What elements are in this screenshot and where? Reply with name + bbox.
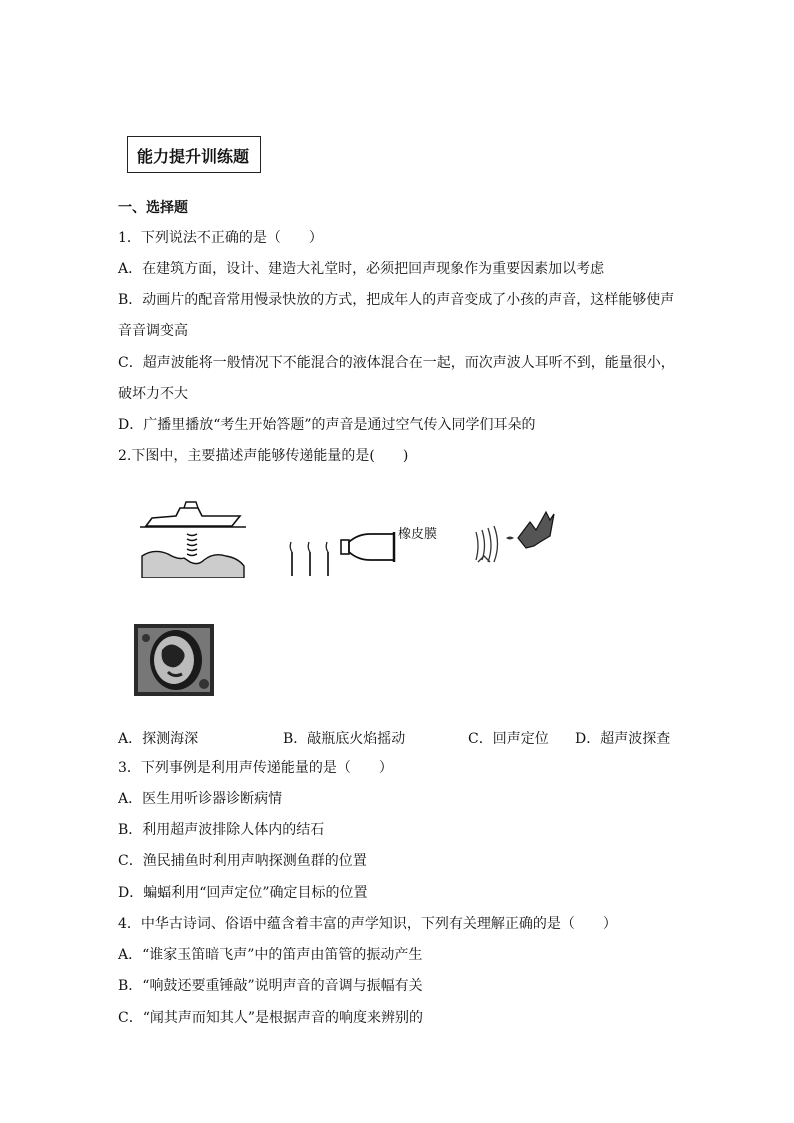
q4-stem: 4．中华古诗词、俗语中蕴含着丰富的声学知识，下列有关理解正确的是（ ） <box>118 916 617 932</box>
q1-stem: 1．下列说法不正确的是（ ） <box>118 230 323 246</box>
q1-option-b-line1: B．动画片的配音常用慢录快放的方式，把成年人的声音变成了小孩的声音，这样能够使声 <box>118 292 675 308</box>
q3-option-b: B．利用超声波排除人体内的结石 <box>118 822 325 838</box>
q1-option-a: A．在建筑方面，设计、建造大礼堂时，必须把回声现象作为重要因素加以考虑 <box>118 261 605 277</box>
boat-sonar-figure <box>140 496 246 578</box>
q2-option-d: D．超声波探查 <box>575 731 671 747</box>
q1-option-b-line2: 音音调变高 <box>118 323 188 339</box>
q4-option-a: A．“谁家玉笛暗飞声”中的笛声由笛管的振动产生 <box>118 947 423 963</box>
bottle-candle-figure <box>286 520 400 578</box>
q4-option-c: C．“闻其声而知其人”是根据声音的响度来辨别的 <box>118 1010 424 1026</box>
title-box <box>127 136 261 173</box>
q3-option-a: A．医生用听诊器诊断病情 <box>118 791 283 807</box>
bat-echolocation-figure <box>470 508 556 568</box>
q1-option-c-line1: C．超声波能将一般情况下不能混合的液体混合在一起，而次声波人耳听不到，能量很小， <box>118 355 675 371</box>
section-heading: 一、选择题 <box>118 200 188 216</box>
q2-option-b: B．敲瓶底火焰摇动 <box>283 731 406 747</box>
q3-option-d: D．蝙蝠利用“回声定位”确定目标的位置 <box>118 885 368 901</box>
q3-option-c: C．渔民捕鱼时利用声呐探测鱼群的位置 <box>118 853 367 869</box>
q1-option-c-line2: 破坏力不大 <box>118 386 188 402</box>
q2-option-a: A．探测海深 <box>118 731 199 747</box>
q3-stem: 3．下列事例是利用声传递能量的是（ ） <box>118 760 393 776</box>
q2-stem: 2.下图中，主要描述声能够传递能量的是( ) <box>118 448 409 464</box>
membrane-label: 橡皮膜 <box>398 527 438 542</box>
page-title: 能力提升训练题 <box>137 147 250 166</box>
q4-option-b: B．“响鼓还要重锤敲”说明声音的音调与振幅有关 <box>118 978 423 994</box>
ultrasound-figure <box>134 624 214 696</box>
q2-option-c: C．回声定位 <box>468 731 549 747</box>
q1-option-d: D．广播里播放“考生开始答题”的声音是通过空气传入同学们耳朵的 <box>118 417 536 433</box>
